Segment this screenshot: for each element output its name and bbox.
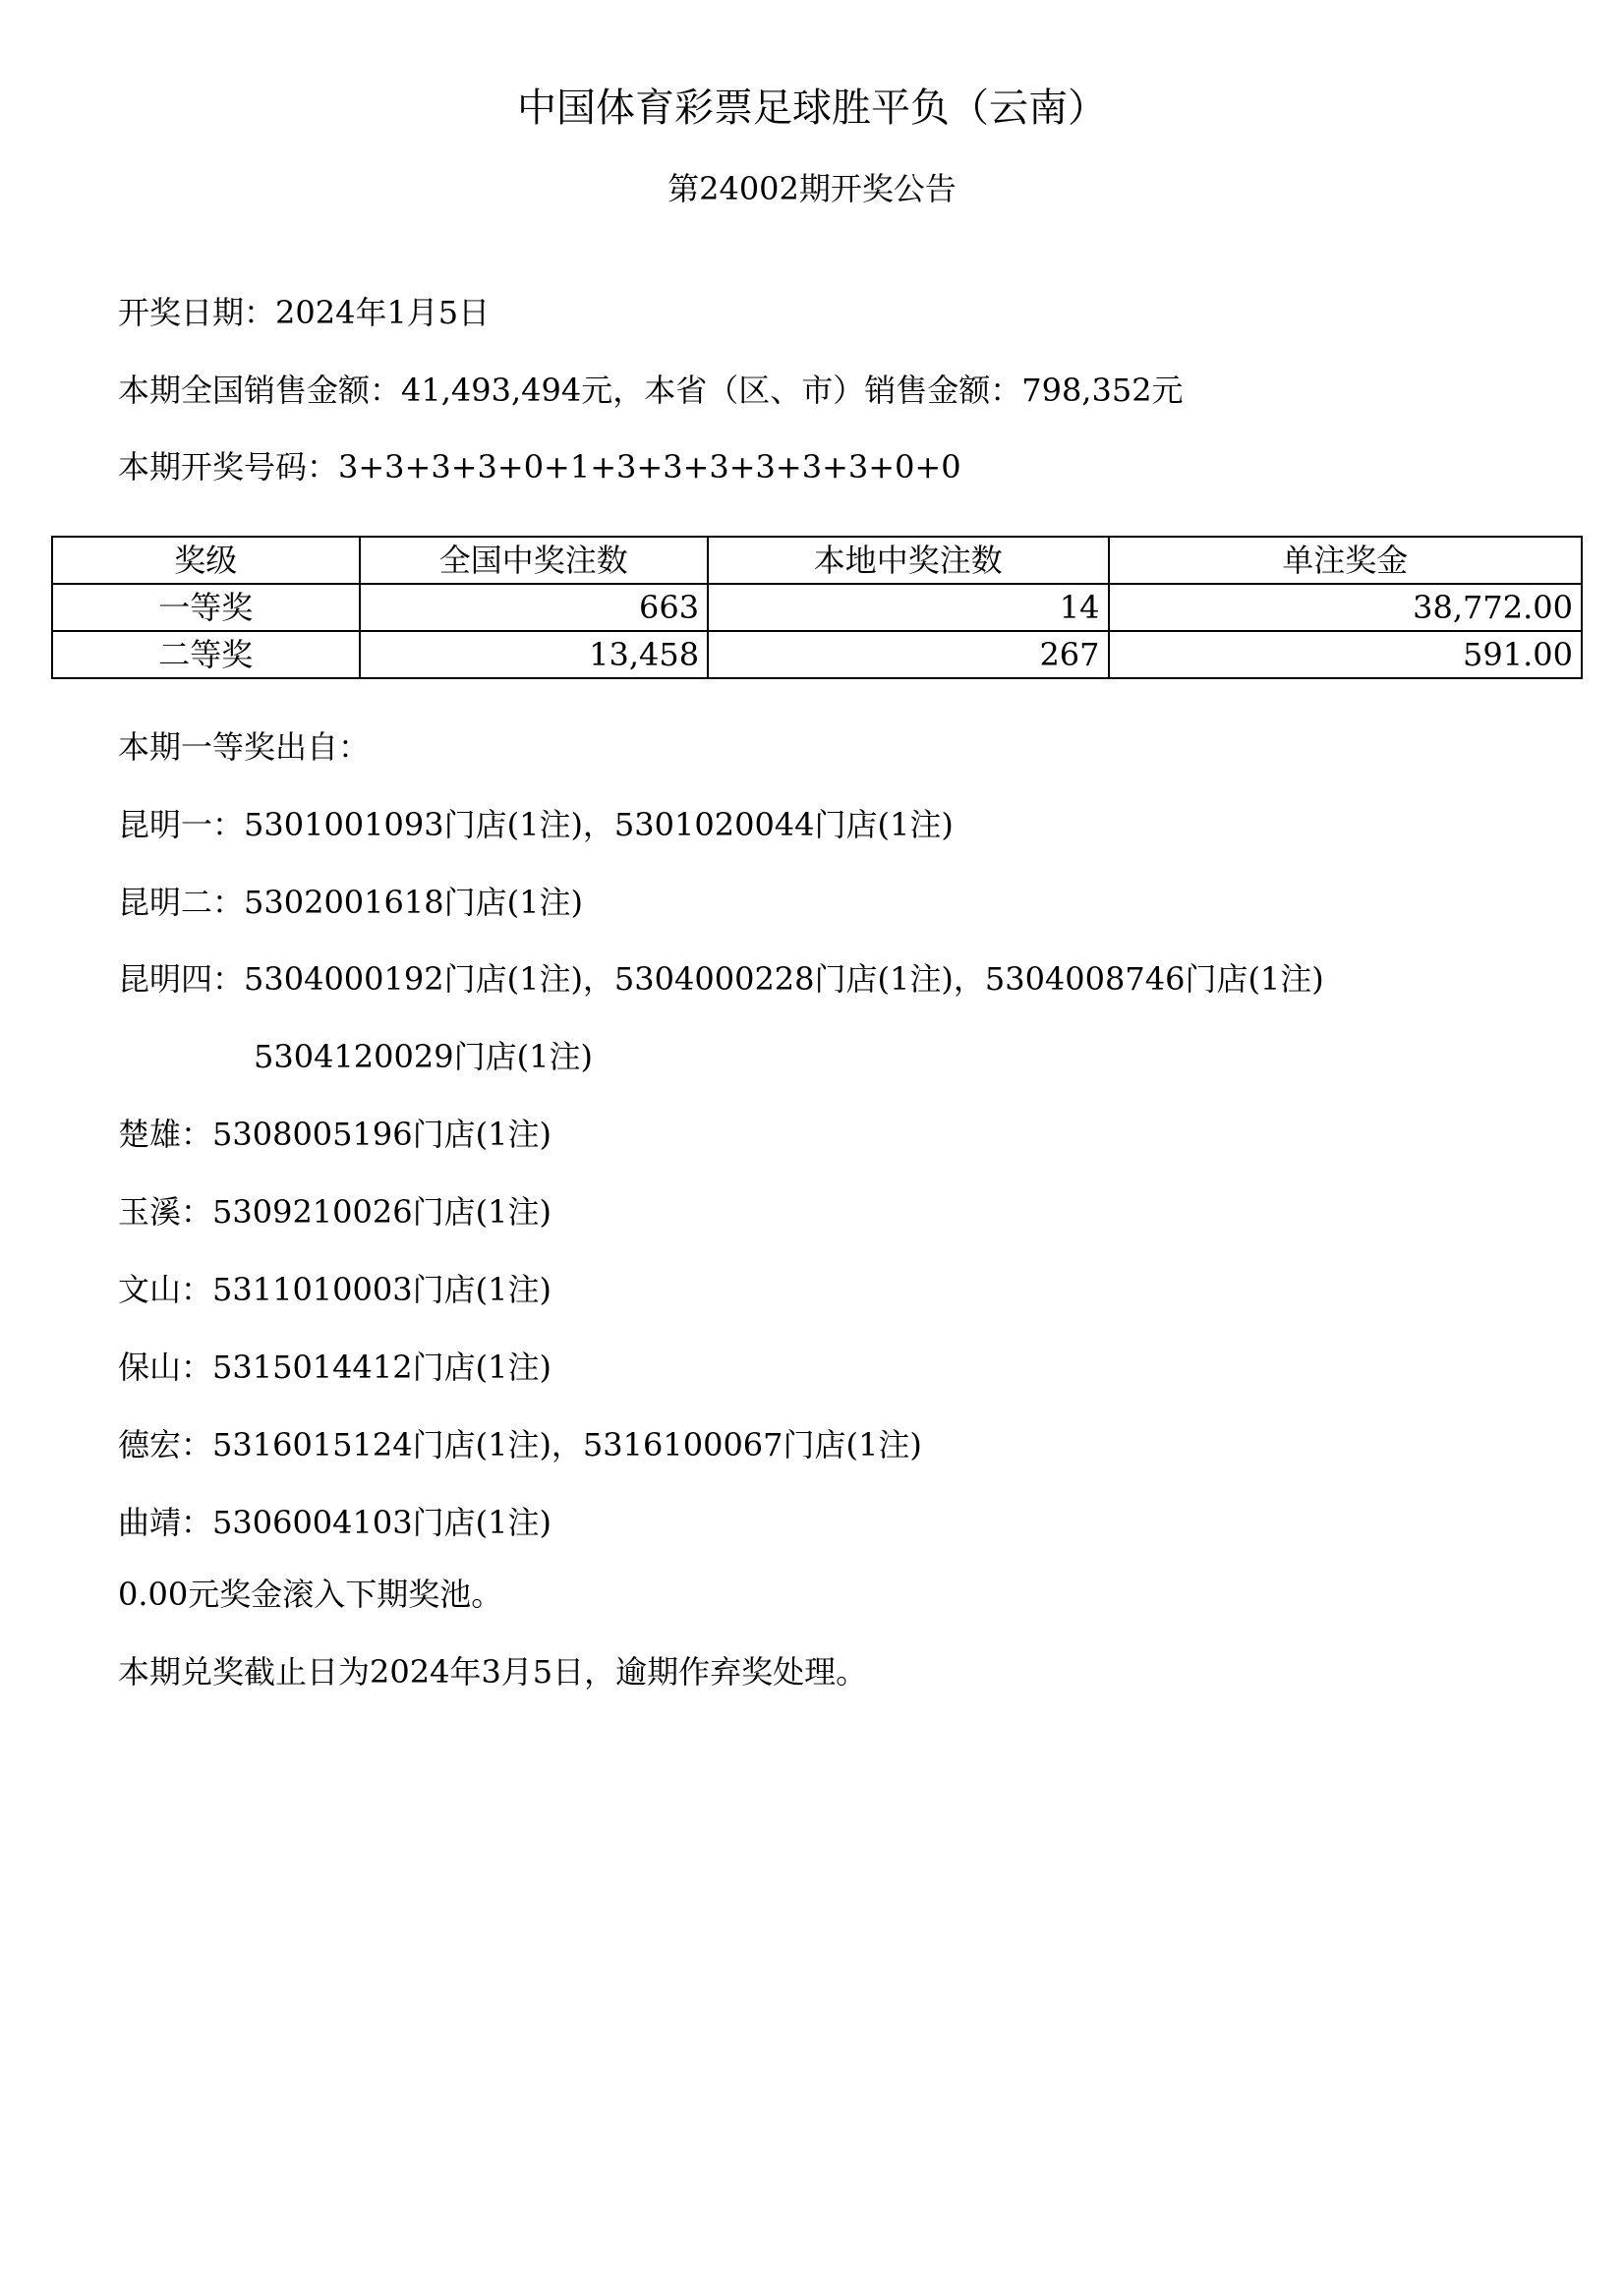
- announcement-subtitle: 第24002期开奖公告: [667, 170, 957, 207]
- header-prize-amount: 单注奖金: [1109, 537, 1582, 584]
- prize-table: [51, 536, 1583, 679]
- header-national-count: 全国中奖注数: [360, 537, 709, 584]
- claim-deadline: 本期兑奖截止日为2024年3月5日，逾期作弃奖处理。: [118, 1653, 868, 1691]
- winner-line: 保山：5315014412门店(1注): [118, 1349, 551, 1386]
- winning-numbers: 本期开奖号码：3+3+3+3+0+1+3+3+3+3+3+3+0+0: [118, 448, 961, 486]
- cell-prize-amount: 591.00: [1109, 631, 1582, 678]
- winner-line: 曲靖：5306004103门店(1注): [118, 1504, 551, 1541]
- winner-line: 昆明一：5301001093门店(1注)，5301020044门店(1注): [118, 806, 954, 843]
- winner-line-continued: 5304120029门店(1注): [254, 1038, 593, 1075]
- winners-heading: 本期一等奖出自：: [118, 728, 371, 766]
- winner-line: 昆明四：5304000192门店(1注)，5304000228门店(1注)，5304008746门店(1注): [118, 960, 1324, 998]
- table-row: [52, 584, 1582, 631]
- cell-local-count: 14: [708, 584, 1108, 631]
- prize-table-header-row: [52, 537, 1582, 584]
- page-title: 中国体育彩票足球胜平负（云南）: [517, 86, 1107, 131]
- cell-local-count: 267: [708, 631, 1108, 678]
- draw-date: 开奖日期：2024年1月5日: [118, 294, 491, 331]
- cell-national-count: 13,458: [360, 631, 709, 678]
- winner-line: 德宏：5316015124门店(1注)，5316100067门店(1注): [118, 1426, 922, 1464]
- cell-level: 二等奖: [52, 631, 360, 678]
- header-level: 奖级: [52, 537, 360, 584]
- sales-amount: 本期全国销售金额：41,493,494元，本省（区、市）销售金额：798,352元: [118, 372, 1184, 409]
- cell-national-count: 663: [360, 584, 709, 631]
- table-row: [52, 631, 1582, 678]
- cell-prize-amount: 38,772.00: [1109, 584, 1582, 631]
- winner-line: 玉溪：5309210026门店(1注): [118, 1193, 551, 1231]
- cell-level: 一等奖: [52, 584, 360, 631]
- winner-line: 昆明二：5302001618门店(1注): [118, 884, 583, 921]
- header-local-count: 本地中奖注数: [708, 537, 1108, 584]
- rollover-note: 0.00元奖金滚入下期奖池。: [118, 1576, 503, 1613]
- winner-line: 楚雄：5308005196门店(1注): [118, 1116, 551, 1153]
- winner-line: 文山：5311010003门店(1注): [118, 1271, 551, 1308]
